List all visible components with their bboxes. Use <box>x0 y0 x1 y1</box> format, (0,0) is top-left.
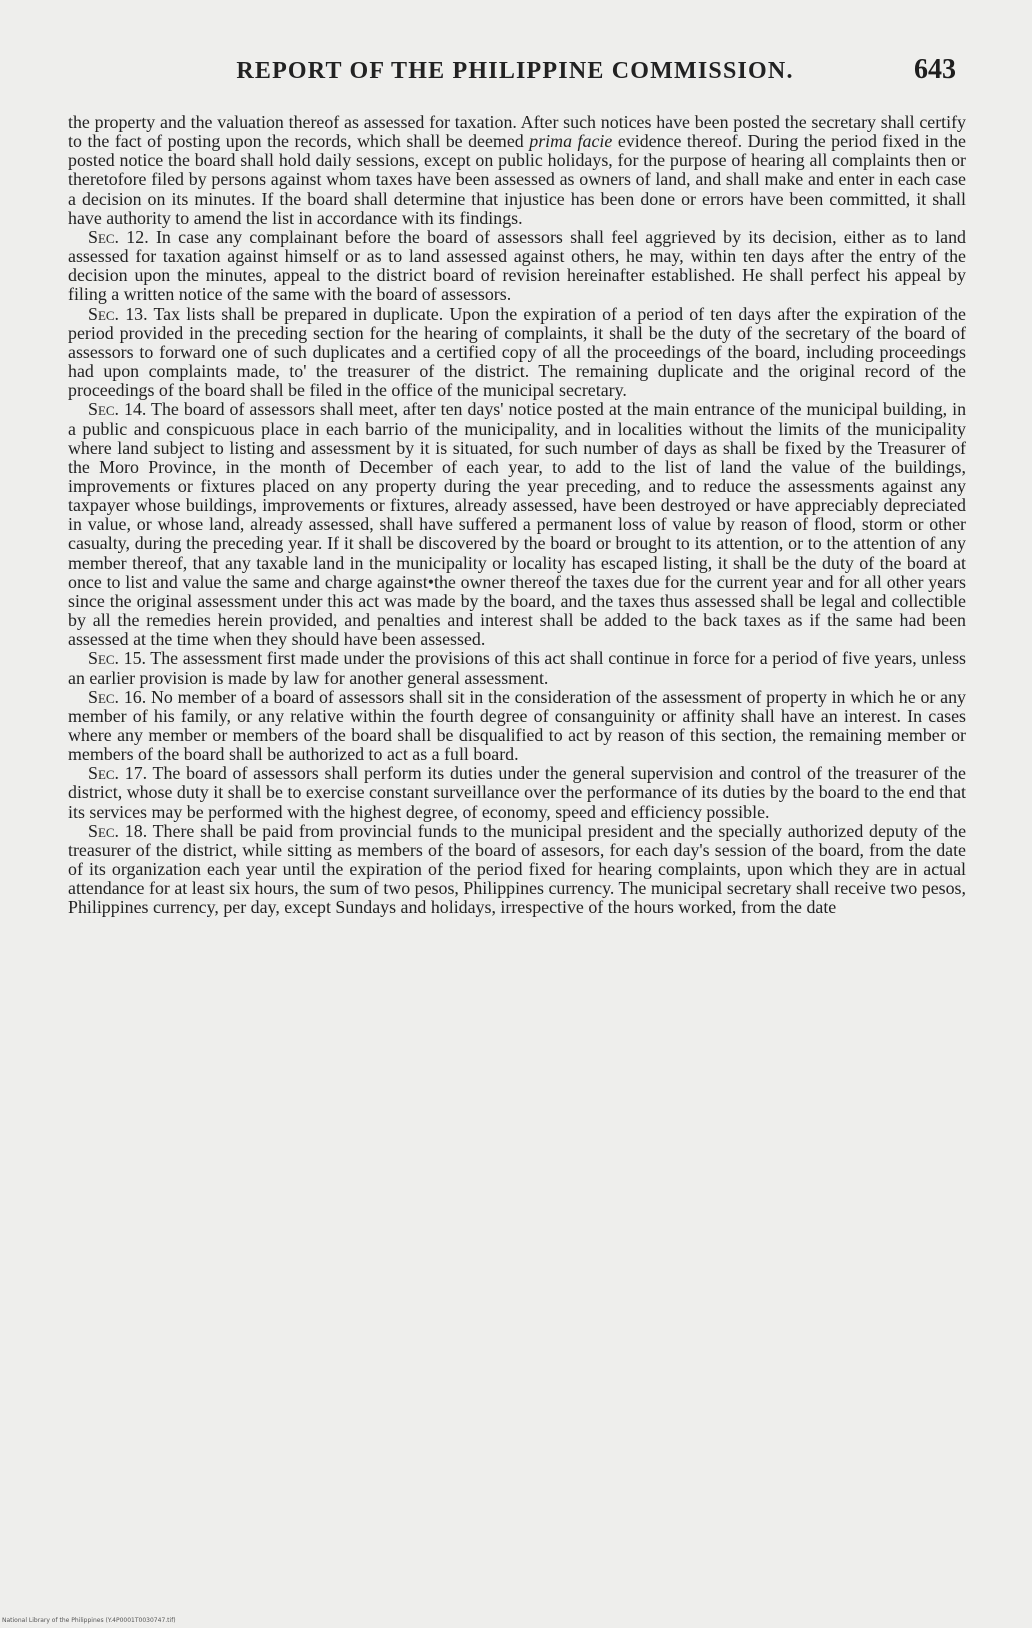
italic-phrase: prima facie <box>529 131 613 152</box>
section-18 <box>68 822 966 918</box>
opening-paragraph <box>68 113 966 228</box>
section-text: The board of assessors shall perform its duties under the general supervision and control of the treasurer of the district, whose duty it shall be to exercise constant surveillance over the performance of its duties by the board to the end that its services may be performed with the highest degree, of economy, speed and efficiency possible. <box>68 763 966 822</box>
section-label: Sec. 18. <box>88 820 148 841</box>
section-15 <box>68 649 966 687</box>
running-head: REPORT OF THE PHILIPPINE COMMISSION. <box>236 58 794 84</box>
scan-credit: National Library of the Philippines (Y.4P0001T0030747.tif) <box>2 1617 176 1624</box>
section-text: Tax lists shall be prepared in duplicate. Upon the expiration of a period of ten days after the expiration of the period provided in the preceding section for the hearing of complaints, it shall be the duty of the secretary of the board of assessors to forward one of such duplicates and a certified copy of all the proceedings of the board, including proceedings had upon complaints made, to' the treasurer of the district. The remaining duplicate and the original record of the proceedings of the board shall be filed in the office of the municipal secretary. <box>68 303 966 401</box>
body-text <box>68 113 966 918</box>
section-label: Sec. 17. <box>88 763 148 784</box>
section-16 <box>68 688 966 765</box>
section-label: Sec. 13. <box>88 303 148 324</box>
section-label: Sec. 16. <box>88 686 147 707</box>
section-text: No member of a board of assessors shall sit in the consideration of the assessment of property in which he or any member of his family, or any relative within the fourth degree of consanguinity or affinity shall have an interest. In cases where any member or members of the board shall be disqualified to act by reason of this section, the remaining member or members of the board shall be authorized to act as a full board. <box>68 686 966 765</box>
section-label: Sec. 14. <box>88 399 147 420</box>
section-text: In case any complainant before the board of assessors shall feel aggrieved by its decision, either as to land assessed for taxation against himself or as to land assessed against others, he may, within ten days after the entry of the decision upon the minutes, appeal to the district board of revision hereinafter established. He shall perfect his appeal by filing a written notice of the same with the board of assessors. <box>68 226 966 305</box>
section-text: The board of assessors shall meet, after ten days' notice posted at the main entrance of the municipal building, in a public and conspicuous place in each barrio of the municipality, and in localities without the limits of the municipality where land subject to listing and assessment by it is situated, for such number of days as shall be fixed by the Treasurer of the Moro Province, in the month of December of each year, to add to the list of land the value of the buildings, improvements or fixtures placed on any property during the year preceding, and to reduce the assessments against any taxpayer whose buildings, improvements or fixtures, already assessed, have been destroyed or have appreciably depreciated in value, or whose land, already assessed, shall have suffered a permanent loss of value by reason of flood, storm or other casualty, during the preceding year. If it shall be discovered by the board or brought to its attention, or to the attention of any member thereof, that any taxable land in the municipality or locality has escaped listing, it shall be the duty of the board at once to list and value the same and charge against•the owner thereof the taxes due for the current year and for all other years since the original assessment under this act was made by the board, and the taxes thus assessed shall be legal and collectible by all the remedies herein provided, and penalties and interest shall be added to the back taxes as if the same had been assessed at the time when they should have been assessed. <box>68 399 967 650</box>
section-text: There shall be paid from provincial funds to the municipal president and the specially authorized deputy of the treasurer of the district, while sitting as members of the board of assesors, for each day's session of the board, from the date of its organization each year until the expiration of the period fixed for hearing complaints, upon which they are in actual attendance for at least six hours, the sum of two pesos, Philippines currency. The municipal secretary shall receive two pesos, Philippines currency, per day, except Sundays and holidays, irrespective of the hours worked, from the date <box>68 820 967 918</box>
section-14 <box>68 400 966 649</box>
section-text: The assessment first made under the provisions of this act shall continue in force for a period of five years, unless an earlier provision is made by law for another general assessment. <box>68 648 966 688</box>
section-13 <box>68 305 966 401</box>
section-label: Sec. 12. <box>88 226 149 247</box>
page-number: 643 <box>914 54 956 85</box>
opening-text-start: the property and the valuation thereof as assessed for taxation. After such notices have been posted the secretary shall certify to the fact of posting upon the records, which shall be deemed <box>68 112 966 152</box>
section-17 <box>68 764 966 821</box>
section-12 <box>68 228 966 305</box>
opening-text-end: evidence thereof. During the period fixed in the posted notice the board shall hold daily sessions, except on public holidays, for the purpose of hearing all complaints then or theretofore filed by persons against whom taxes have been assessed as owners of land, and shall make and enter in each case a decision on its minutes. If the board shall determine that injustice has been done or errors have been committed, it shall have authority to amend the list in accordance with its findings. <box>68 131 966 228</box>
section-label: Sec. 15. <box>88 648 146 669</box>
